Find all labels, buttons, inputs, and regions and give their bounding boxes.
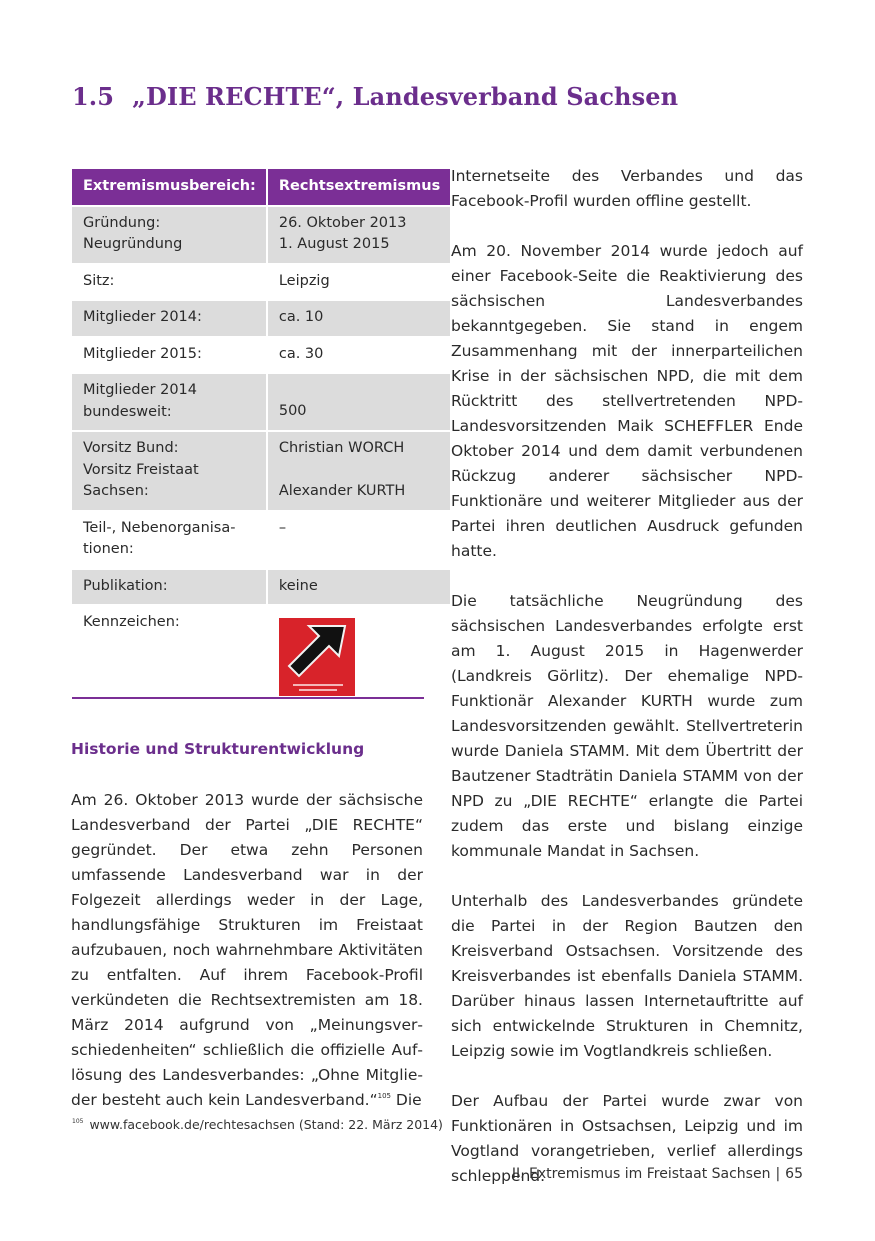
section-subheading: Historie und Strukturentwicklung: [71, 740, 365, 758]
table-row: [72, 570, 450, 605]
row-value: Christian WORCH: [278, 440, 405, 456]
row-value: Leipzig: [268, 265, 450, 300]
section-title: „DIE RECHTE“, Landesverband Sachsen: [132, 82, 679, 111]
row-label: Gründung: Neugründung: [72, 207, 268, 263]
table-row: [72, 432, 450, 510]
row-label: Mitglieder 2014:: [72, 301, 268, 336]
table-row: [72, 207, 450, 263]
arrow-logo-icon: [279, 618, 355, 696]
row-value-cell: [268, 606, 450, 703]
page-footer: [512, 1166, 803, 1182]
row-label: Kennzeichen:: [72, 606, 268, 703]
row-label: Sitz:: [72, 265, 268, 300]
paragraph: Die tatsächliche Neugründung des sächsischen Landesverbandes erfolgte erst am 1. August 2015 in Hagenwerder (Landkreis Görlitz). Der ehemalige NPD-Funktionär Alexander KURTH wurde zum Landesvorsitzenden gewählt. Stellvertreterin wurde Daniela STAMM. Mit dem Übertritt der Bautzener Stadträtin Daniela STAMM von der NPD zu „DIE RECHTE“ erlangte die Partei zudem das erste und bislang einzige kommunale Mandat in Sachsen.: [451, 592, 803, 860]
table-bottom-rule: [72, 697, 424, 699]
left-column: [71, 788, 423, 1138]
table-row: [72, 374, 450, 430]
paragraph: Am 20. November 2014 wurde jedoch auf einer Facebook-Seite die Reaktivierung des sächsischen Landesverbandes bekanntgegeben. Sie stand in engem Zusammenhang mit der innerparteilichen Krise in der sächsischen NPD, die mit dem Rücktritt des stellvertretenden NPD-Landesvorsitzenden Maik SCHEFFLER Ende Oktober 2014 und dem damit verbundenen Rückzug anderer sächsischer NPD-Funktionäre und weiterer Mitglieder aus der Partei ihren deutlichen Ausdruck gefunden hatte.: [451, 242, 803, 560]
footnote-text: www.facebook.de/rechtesachsen (Stand: 22. März 2014): [89, 1117, 443, 1132]
row-label: Mitglieder 2015:: [72, 338, 268, 373]
row-value-cell: [268, 432, 450, 510]
footnote: [72, 1117, 443, 1132]
paragraph: [71, 788, 423, 1113]
row-value-cell: [268, 374, 450, 430]
table-row: [72, 512, 450, 568]
paragraph: Unterhalb des Landesverbandes gründete die Partei in der Region Bautzen den Kreisverband Ostsachsen. Vorsitzende des Kreisverbandes ist ebenfalls Daniela STAMM. Darüber hinaus lassen Internetauftritte auf sich entwickelnde Strukturen in Chemnitz, Leipzig sowie im Vogtlandkreis schließen.: [451, 892, 803, 1060]
row-value: 26. Oktober 2013 1. August 2015: [268, 207, 450, 263]
row-value: 500: [278, 403, 307, 419]
row-label: Mitglieder 2014 bundesweit:: [72, 374, 268, 430]
row-value: ca. 30: [268, 338, 450, 373]
row-label: Teil-, Nebenorganisa- tionen:: [72, 512, 268, 568]
paragraph: Der Aufbau der Partei wurde zwar von Funktionären in Ostsachsen, Leipzig und im Vogtland vorangetrieben, verlief allerdings schleppend.: [451, 1092, 803, 1185]
table-row: [72, 338, 450, 373]
row-value: ca. 10: [268, 301, 450, 336]
paragraph: Internetseite des Verbandes und das Facebook-Profil wurden offline gestellt.: [451, 167, 803, 210]
row-label: Publikation:: [72, 570, 268, 605]
footnote-marker: 105: [72, 1118, 84, 1125]
row-label: Vorsitz Bund: Vorsitz Freistaat Sachsen:: [72, 432, 268, 510]
page-number: 65: [785, 1166, 803, 1182]
row-value: –: [268, 512, 450, 568]
right-column: [451, 164, 803, 1214]
profile-table: [72, 167, 450, 705]
row-value: keine: [268, 570, 450, 605]
paragraph-text: Am 26. Oktober 2013 wurde der sächsische Landesverband der Partei „DIE RECHTE“ gegründet. Der etwa zehn Personen umfassende Landesverband war in der Folgezeit allerdings weder in der Lage, handlungsfähige Strukturen im Freistaat aufzubauen, noch wahrnehmbare Aktivitäten zu entfalten. Auf ihrem Facebook-Profil verkündeten die Rechtsextremisten am 18. März 2014 aufgrund von „Meinungsverschiedenheiten“ schließlich die offizielle Auflösung des Landesverbandes: „Ohne Mitglieder besteht auch kein Landesverband.“: [71, 791, 423, 1109]
page-title: [72, 82, 678, 111]
header-label: Extremismusbereich:: [72, 169, 268, 205]
table-header-row: [72, 169, 450, 205]
footnote-ref: 105: [377, 1092, 391, 1100]
paragraph-text-continued: Die: [391, 1091, 422, 1109]
table-row: [72, 606, 450, 703]
table-row: [72, 301, 450, 336]
table-row: [72, 265, 450, 300]
footer-separator: |: [775, 1166, 781, 1182]
row-value-second: Alexander KURTH: [278, 482, 406, 499]
section-number: 1.5: [72, 82, 115, 111]
footer-section: II. Extremismus im Freistaat Sachsen: [511, 1166, 771, 1182]
header-value: Rechtsextremismus: [268, 169, 450, 205]
